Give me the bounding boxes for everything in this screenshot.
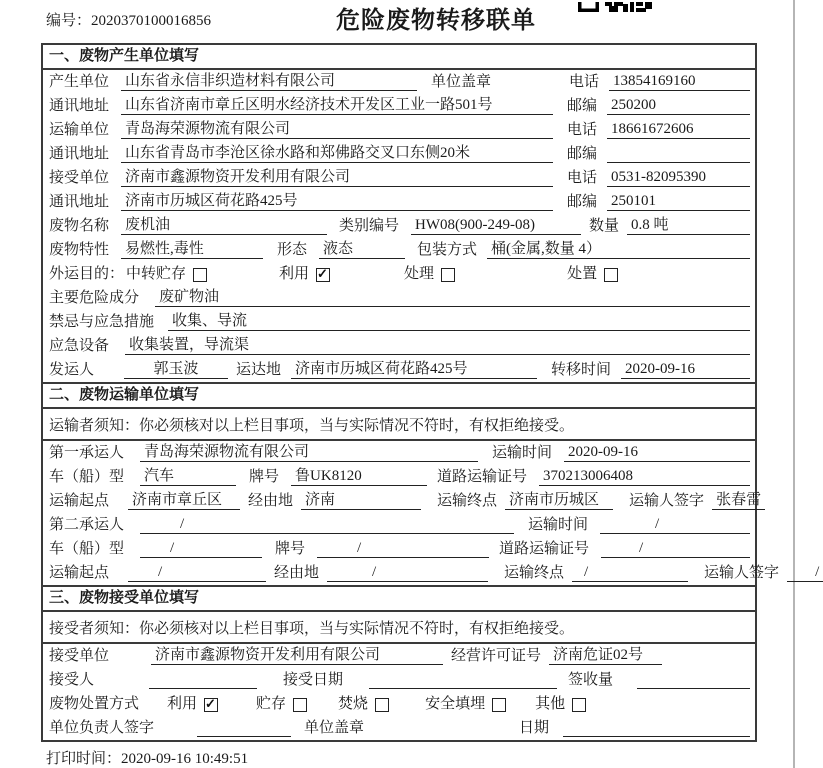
emergency-equipment-row	[43, 334, 755, 358]
plate-value: /	[317, 540, 489, 558]
category-code-label: 类别编号	[339, 218, 400, 234]
route-end-value: /	[572, 564, 688, 582]
vehicle-type-value: 汽车	[140, 464, 236, 486]
plate-label: 牌号	[249, 469, 280, 485]
responsible-sign-label: 单位负责人签字	[49, 720, 155, 736]
receive-date-label: 接受日期	[283, 672, 344, 688]
transport-unit-label: 运输单位	[49, 122, 110, 138]
transport-phone-value: 18661672606	[607, 121, 750, 139]
transfer-purpose-row	[43, 262, 755, 286]
transport-time-value: /	[600, 516, 750, 534]
page-edge-divider	[793, 0, 795, 768]
quantity-label: 数量	[589, 218, 620, 234]
doc-number-label: 编号：	[46, 13, 92, 29]
waste-name-row	[43, 214, 755, 238]
responsible-sign-value	[197, 719, 291, 737]
disposal-option-label: 焚烧	[338, 696, 369, 712]
responsible-sign-row	[43, 716, 755, 740]
receiver-unit-row	[43, 644, 755, 668]
quantity-value: 0.8 吨	[627, 213, 750, 235]
produce-address-row	[43, 94, 755, 118]
shipper-row	[43, 358, 755, 382]
unit-seal-label: 单位盖章	[431, 74, 492, 90]
purpose-option-storage	[126, 262, 207, 283]
date-value	[563, 719, 750, 737]
form-state-value: 液态	[319, 237, 405, 259]
phone-label: 电话	[569, 74, 600, 90]
checkbox-icon	[492, 698, 506, 712]
route-end-label: 运输终点	[504, 565, 565, 581]
route-end-label: 运输终点	[437, 493, 498, 509]
transfer-purpose-label: 外运目的：	[49, 266, 125, 282]
checkbox-icon	[193, 268, 207, 282]
disposal-method-row	[43, 692, 755, 716]
disposal-option-utilize	[167, 692, 218, 713]
transport-time-value: 2020-09-16	[564, 444, 750, 462]
receiver-unit-value: 济南市鑫源物资开发利用有限公司	[151, 643, 443, 665]
signed-amount-value	[637, 671, 750, 689]
zip-label: 邮编	[567, 98, 598, 114]
signed-amount-label: 签收量	[568, 672, 614, 688]
plate-label: 牌号	[275, 541, 306, 557]
hazard-component-label: 主要危险成分	[49, 290, 140, 306]
emergency-measures-label: 禁忌与应急措施	[49, 314, 155, 330]
packaging-value: 桶(金属,数量 4）	[487, 237, 750, 259]
disposal-option-other	[535, 692, 586, 713]
doc-number-value: 2020370100016856	[91, 13, 212, 29]
transporter-sign-label: 运输人签字	[629, 493, 705, 509]
route-start-label: 运输起点	[49, 565, 110, 581]
receiver-notice: 接受者须知：你必须核对以上栏目事项，当与实际情况不符时，有权拒绝接受。	[43, 612, 755, 644]
shipper-label: 发运人	[49, 362, 95, 378]
address-label: 通讯地址	[49, 146, 110, 162]
transport-time-label: 运输时间	[492, 445, 553, 461]
produce-zip-value: 250200	[607, 97, 750, 115]
second-carrier-label: 第二承运人	[49, 517, 125, 533]
qr-code-icon	[578, 0, 652, 17]
second-carrier-row	[43, 513, 755, 537]
receiver-unit-label: 接受单位	[49, 648, 110, 664]
date-label: 日期	[519, 720, 550, 736]
receive-address-row	[43, 190, 755, 214]
address-label: 通讯地址	[49, 194, 110, 210]
road-cert-label: 道路运输证号	[437, 469, 528, 485]
disposal-option-storage	[256, 692, 307, 713]
shipper-value: 郭玉波	[124, 357, 228, 379]
waste-property-row	[43, 238, 755, 262]
disposal-option-label: 贮存	[256, 696, 287, 712]
license-label: 经营许可证号	[451, 648, 542, 664]
phone-label: 电话	[567, 122, 598, 138]
receive-unit-row	[43, 166, 755, 190]
first-carrier-label: 第一承运人	[49, 445, 125, 461]
form-state-label: 形态	[277, 242, 308, 258]
checkbox-icon	[293, 698, 307, 712]
waste-name-value: 废机油	[121, 213, 327, 235]
emergency-measures-value: 收集、导流	[168, 309, 750, 331]
receiver-person-label: 接受人	[49, 672, 95, 688]
receiver-person-value	[149, 671, 257, 689]
produce-unit-value: 山东省永信非织造材料有限公司	[121, 69, 417, 91]
produce-address-value: 山东省济南市章丘区明水经济技术开发区工业一路501号	[121, 93, 553, 115]
section3-header: 三、废物接受单位填写	[43, 585, 755, 612]
receive-phone-value: 0531-82095390	[607, 169, 750, 187]
waste-property-label: 废物特性	[49, 242, 110, 258]
transport-unit-value: 青岛海荣源物流有限公司	[121, 117, 553, 139]
route1-row	[43, 489, 762, 513]
hazard-component-value: 废矿物油	[155, 285, 750, 307]
receiver-person-row	[43, 668, 755, 692]
checkbox-icon	[441, 268, 455, 282]
route-start-value: 济南市章丘区	[128, 488, 240, 510]
purpose-option-label: 处置	[567, 266, 598, 282]
transfer-form	[41, 43, 820, 742]
vehicle-type-value: /	[140, 540, 262, 558]
receive-unit-value: 济南市鑫源物资开发利用有限公司	[121, 165, 553, 187]
destination-value: 济南市历城区荷花路425号	[291, 357, 537, 379]
vehicle1-row	[43, 465, 755, 489]
first-carrier-row	[43, 441, 755, 465]
transporter-sign-value: /	[787, 564, 823, 582]
transfer-time-label: 转移时间	[551, 362, 612, 378]
emergency-measures-row	[43, 310, 755, 334]
route-via-value: /	[327, 564, 488, 582]
waste-property-value: 易燃性,毒性	[121, 237, 263, 259]
zip-label: 邮编	[567, 194, 598, 210]
packaging-label: 包装方式	[417, 242, 478, 258]
section2-header: 二、废物运输单位填写	[43, 382, 755, 409]
unit-seal-label: 单位盖章	[304, 720, 365, 736]
address-label: 通讯地址	[49, 98, 110, 114]
disposal-option-label: 其他	[535, 696, 566, 712]
vehicle2-row	[43, 537, 755, 561]
disposal-option-label: 利用	[167, 696, 198, 712]
emergency-equipment-label: 应急设备	[49, 338, 110, 354]
receive-zip-value: 250101	[607, 193, 750, 211]
road-cert-value: 370213006408	[539, 468, 750, 486]
checkbox-icon	[604, 268, 618, 282]
transport-time-label: 运输时间	[528, 517, 589, 533]
checkbox-icon	[375, 698, 389, 712]
hazard-component-row	[43, 286, 755, 310]
produce-unit-label: 产生单位	[49, 74, 110, 90]
category-code-value: HW08(900-249-08)	[411, 217, 581, 235]
plate-value: 鲁UK8120	[291, 464, 427, 486]
print-time-value: 2020-09-16 10:49:51	[121, 751, 249, 767]
purpose-option-label: 利用	[279, 266, 310, 282]
produce-phone-value: 13854169160	[609, 73, 750, 91]
print-time-label: 打印时间：	[46, 751, 122, 767]
route-via-value: 济南	[301, 488, 421, 510]
emergency-equipment-value: 收集装置，导流渠	[125, 333, 750, 355]
purpose-option-label: 处理	[404, 266, 435, 282]
section1-header: 一、废物产生单位填写	[43, 45, 755, 70]
page-title: 危险废物转移联单	[336, 8, 536, 34]
checkbox-checked-icon	[204, 698, 218, 712]
destination-label: 运达地	[236, 362, 282, 378]
road-cert-label: 道路运输证号	[499, 541, 590, 557]
print-time	[46, 747, 248, 768]
license-value: 济南危证02号	[549, 643, 662, 665]
zip-label: 邮编	[567, 146, 598, 162]
second-carrier-value: /	[140, 516, 514, 534]
vehicle-type-label: 车（船）型	[49, 541, 125, 557]
waste-name-label: 废物名称	[49, 218, 110, 234]
transport-zip-value	[607, 145, 750, 163]
disposal-option-landfill	[425, 692, 506, 713]
purpose-option-utilize	[279, 262, 330, 283]
route-end-value: 济南市历城区	[505, 488, 613, 510]
route-start-label: 运输起点	[49, 493, 110, 509]
transporter-sign-value: 张春雷	[712, 488, 765, 510]
phone-label: 电话	[567, 170, 598, 186]
road-cert-value: /	[601, 540, 750, 558]
transporter-notice: 运输者须知：你必须核对以上栏目事项，当与实际情况不符时，有权拒绝接受。	[43, 409, 755, 441]
produce-unit-row	[43, 70, 755, 94]
receive-date-value	[369, 671, 557, 689]
checkbox-icon	[572, 698, 586, 712]
disposal-option-label: 安全填埋	[425, 696, 486, 712]
route-via-label: 经由地	[274, 565, 320, 581]
route2-row	[43, 561, 820, 585]
purpose-option-treat	[404, 262, 455, 283]
route-via-label: 经由地	[248, 493, 294, 509]
doc-number	[46, 9, 211, 30]
vehicle-type-label: 车（船）型	[49, 469, 125, 485]
purpose-option-dispose	[567, 262, 618, 283]
disposal-method-label: 废物处置方式	[49, 696, 140, 712]
transporter-sign-label: 运输人签字	[704, 565, 780, 581]
transport-address-row	[43, 142, 755, 166]
route-start-value: /	[128, 564, 266, 582]
receive-unit-label: 接受单位	[49, 170, 110, 186]
transport-unit-row	[43, 118, 755, 142]
purpose-option-label: 中转贮存	[126, 266, 187, 282]
transfer-time-value: 2020-09-16	[621, 361, 750, 379]
checkbox-checked-icon	[316, 268, 330, 282]
transport-address-value: 山东省青岛市李沧区徐水路和郑佛路交叉口东侧20米	[121, 141, 553, 163]
receive-address-value: 济南市历城区荷花路425号	[121, 189, 553, 211]
disposal-option-incinerate	[338, 692, 389, 713]
first-carrier-value: 青岛海荣源物流有限公司	[140, 440, 478, 462]
